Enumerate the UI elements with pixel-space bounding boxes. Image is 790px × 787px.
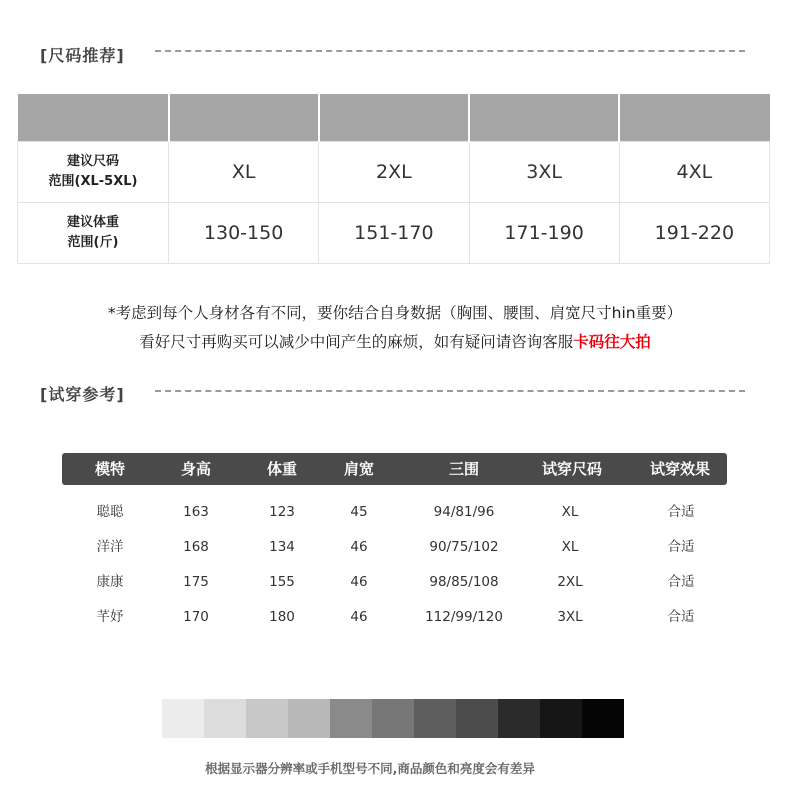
model-header-cell: 身高: [180, 460, 212, 478]
note-line-2: [0, 330, 790, 352]
grayscale-swatch: [540, 699, 582, 738]
weight-row-label-line2: 范围(斤): [67, 235, 119, 250]
model-cell: 134: [269, 539, 295, 555]
size-table-header-cell: [619, 94, 769, 142]
note-line-1: *考虑到每个人身材各有不同，要你结合自身数据（胸围、腰围、肩宽尺寸hin重要）: [107, 304, 683, 322]
grayscale-swatch: [414, 699, 456, 738]
grayscale-swatch-strip: [162, 699, 624, 738]
size-table-row: [18, 142, 770, 203]
weight-value: 151-170: [319, 203, 469, 264]
size-table-header-cell: [18, 94, 169, 142]
grayscale-swatch: [498, 699, 540, 738]
model-cell: XL: [561, 504, 579, 520]
note-line-2-text: 看好尺寸再购买可以减少中间产生的麻烦，如有疑问请咨询客服: [139, 333, 574, 351]
model-cell: 175: [183, 574, 209, 590]
model-cell: 180: [269, 609, 295, 625]
model-header-cell: 模特: [94, 460, 126, 478]
model-cell: 2XL: [557, 574, 583, 590]
model-cell: 170: [183, 609, 209, 625]
grayscale-swatch: [456, 699, 498, 738]
model-cell: 46: [350, 609, 368, 625]
size-section-divider: [155, 50, 745, 52]
model-row: [0, 532, 790, 562]
model-header-cell: 体重: [266, 460, 298, 478]
model-cell: 46: [350, 539, 368, 555]
trial-section-divider: [155, 390, 745, 392]
model-cell: 3XL: [557, 609, 583, 625]
model-row: [0, 602, 790, 632]
size-table-header-cell: [169, 94, 319, 142]
weight-value: 171-190: [469, 203, 619, 264]
size-table: [17, 94, 770, 264]
model-row: [0, 567, 790, 597]
size-table-header-cell: [319, 94, 469, 142]
grayscale-swatch: [330, 699, 372, 738]
grayscale-swatch: [288, 699, 330, 738]
model-header-cell: 肩宽: [343, 460, 375, 478]
model-cell: 合适: [667, 539, 695, 555]
footer-disclaimer: 根据显示器分辨率或手机型号不同,商品颜色和亮度会有差异: [205, 761, 535, 776]
size-row-label: [18, 142, 169, 203]
weight-row-label-line1: 建议体重: [66, 215, 119, 230]
model-cell: 合适: [667, 574, 695, 590]
trial-section-title: [试穿参考]: [40, 385, 125, 404]
model-cell: 聪聪: [96, 504, 124, 520]
note-highlight: 卡码往大拍: [573, 333, 651, 351]
model-cell: 155: [269, 574, 295, 590]
model-cell: 合适: [667, 504, 695, 520]
size-table-header-cell: [469, 94, 619, 142]
size-value: 4XL: [619, 142, 769, 203]
weight-value: 191-220: [619, 203, 769, 264]
grayscale-swatch: [582, 699, 624, 738]
grayscale-swatch: [204, 699, 246, 738]
size-value: XL: [169, 142, 319, 203]
size-row-label-line2: 范围(XL-5XL): [48, 174, 138, 189]
model-cell: 163: [183, 504, 209, 520]
model-cell: XL: [561, 539, 579, 555]
model-cell: 123: [269, 504, 295, 520]
model-cell: 46: [350, 574, 368, 590]
model-cell: 康康: [96, 574, 124, 590]
size-table-row: [18, 203, 770, 264]
model-cell: 芊妤: [96, 609, 124, 625]
model-row: [0, 497, 790, 527]
size-table-header: [18, 94, 770, 142]
model-cell: 45: [350, 504, 368, 520]
weight-value: 130-150: [169, 203, 319, 264]
model-cell: 洋洋: [96, 539, 124, 555]
model-cell: 112/99/120: [425, 609, 503, 625]
model-header-cell: 三围: [448, 460, 480, 478]
model-header-cell: 试穿尺码: [541, 460, 603, 478]
model-cell: 98/85/108: [429, 574, 499, 590]
size-section-title: [尺码推荐]: [40, 46, 125, 65]
model-table-header: [62, 453, 727, 485]
size-value: 3XL: [469, 142, 619, 203]
size-row-label-line1: 建议尺码: [66, 154, 119, 169]
model-cell: 90/75/102: [429, 539, 499, 555]
model-cell: 合适: [667, 609, 695, 625]
model-cell: 168: [183, 539, 209, 555]
grayscale-swatch: [162, 699, 204, 738]
model-cell: 94/81/96: [433, 504, 495, 520]
model-header-cell: 试穿效果: [649, 460, 711, 478]
weight-row-label: [18, 203, 169, 264]
grayscale-swatch: [372, 699, 414, 738]
size-value: 2XL: [319, 142, 469, 203]
grayscale-swatch: [246, 699, 288, 738]
